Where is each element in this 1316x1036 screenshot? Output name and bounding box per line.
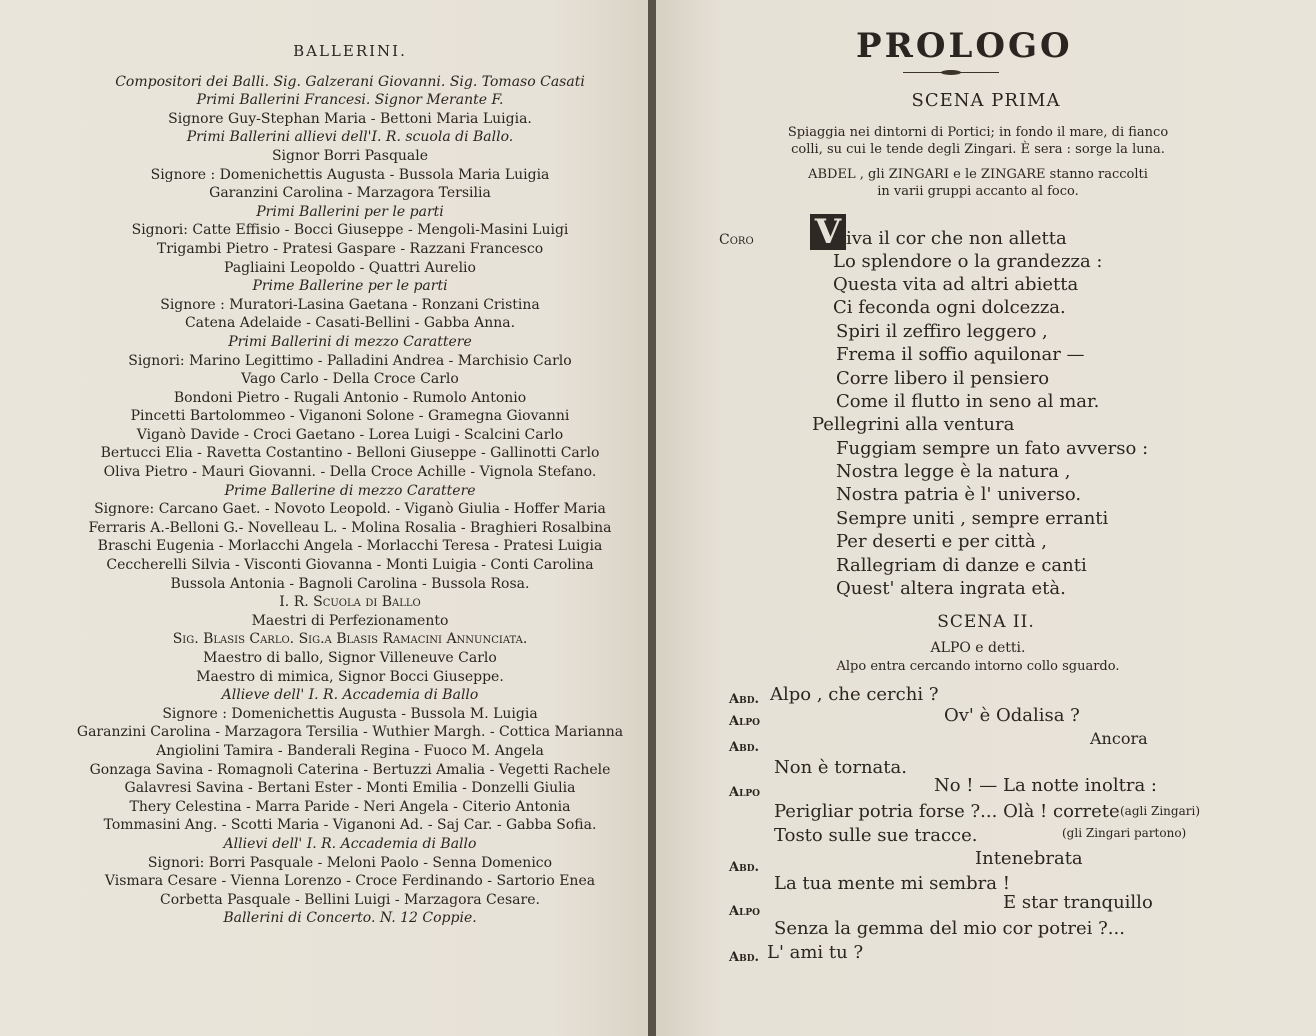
verse-line: Nostra legge è la natura , xyxy=(836,461,1071,482)
dialogue-line: Ancora xyxy=(1090,729,1148,748)
ballerini-line: Ballerini di Concerto. N. 12 Coppie. xyxy=(223,910,477,927)
dialogue-line: Ov' è Odalisa ? xyxy=(944,705,1080,726)
speaker-alpo: Alpo xyxy=(729,714,761,729)
ballerini-line: Thery Celestina - Marra Paride - Neri Angela - Citerio Antonia xyxy=(129,798,571,815)
dialogue-line: Senza la gemma del mio cor potrei ?... xyxy=(774,918,1125,939)
ballerini-line: Braschi Eugenia - Morlacchi Angela - Morlacchi Teresa - Pratesi Luigia xyxy=(97,538,603,555)
verse-line: Questa vita ad altri abietta xyxy=(833,274,1079,295)
dialogue-line: Alpo , che cerchi ? xyxy=(770,684,939,705)
ballerini-line: Sig. Blasis Carlo. Sig.a Blasis Ramacini Annunciata. xyxy=(172,631,528,648)
ballerini-line: Bondoni Pietro - Rugali Antonio - Rumolo Antonio xyxy=(173,389,527,406)
dialogue-line: Non è tornata. xyxy=(774,757,907,778)
scena-ii-heading: SCENA II. xyxy=(937,612,1035,632)
prologo-title: PROLOGO xyxy=(856,26,1073,66)
ballerini-line: Tommasini Ang. - Scotti Maria - Viganoni Ad. - Saj Car. - Gabba Sofia. xyxy=(103,817,597,834)
speaker-abd: Abd. xyxy=(729,740,760,755)
dialogue-line: Tosto sulle sue tracce. xyxy=(774,825,978,846)
stage-direction-line: colli, su cui le tende degli Zingari. È sera : sorge la luna. xyxy=(791,142,1165,157)
ballerini-line: Signori: Catte Effisio - Bocci Giuseppe - Mengoli-Masini Luigi xyxy=(131,222,569,239)
ballerini-line: Corbetta Pasquale - Bellini Luigi - Marzagora Cesare. xyxy=(160,891,540,908)
verse-line: Per deserti e per città , xyxy=(836,531,1048,552)
stage-aside: (gli Zingari partono) xyxy=(1062,826,1187,840)
ballerini-line: Pagliaini Leopoldo - Quattri Aurelio xyxy=(224,259,476,276)
ballerini-line: Signore: Carcano Gaet. - Novoto Leopold. - Viganò Giulia - Hoffer Maria xyxy=(94,501,606,518)
stage-direction-line: ABDEL , gli ZINGARI e le ZINGARE stanno raccolti xyxy=(808,167,1148,182)
drop-cap-initial: V xyxy=(810,214,846,250)
ballerini-line: Viganò Davide - Croci Gaetano - Lorea Luigi - Scalcini Carlo xyxy=(136,426,564,443)
ballerini-line: Bussola Antonia - Bagnoli Carolina - Bussola Rosa. xyxy=(170,575,530,592)
verse-line: Pellegrini alla ventura xyxy=(812,414,1015,435)
ballerini-line: Vago Carlo - Della Croce Carlo xyxy=(241,371,459,388)
verse-line: Ci feconda ogni dolcezza. xyxy=(833,297,1066,318)
ballerini-line: Trigambi Pietro - Pratesi Gaspare - Razzani Francesco xyxy=(156,240,544,257)
ballerini-line: Signore : Domenichettis Augusta - Bussola Maria Luigia xyxy=(150,166,550,183)
ballerini-line: Oliva Pietro - Mauri Giovanni. - Della Croce Achille - Vignola Stefano. xyxy=(103,464,597,481)
verse-line: Corre libero il pensiero xyxy=(836,368,1050,389)
ballerini-line: Compositori dei Balli. Sig. Galzerani Giovanni. Sig. Tomaso Casati xyxy=(115,73,585,90)
scena-ii-cast: ALPO e detti. xyxy=(930,640,1026,656)
verse-line: Come il flutto in seno al mar. xyxy=(836,391,1100,412)
ballerini-line: Catena Adelaide - Casati-Bellini - Gabba Anna. xyxy=(184,315,516,332)
speaker-abd: Abd. xyxy=(729,860,760,875)
dialogue-line: La tua mente mi sembra ! xyxy=(774,873,1010,894)
stage-direction-setting xyxy=(700,124,1256,158)
ballerini-line: Pincetti Bartolommeo - Viganoni Solone - Gramegna Giovanni xyxy=(130,408,570,425)
ballerini-lines xyxy=(72,73,628,928)
stage-aside: (agli Zingari) xyxy=(1120,804,1201,818)
verse-line: iva il cor che non alletta xyxy=(846,228,1067,249)
ballerini-title: BALLERINI. xyxy=(293,42,407,60)
ballerini-line: Primi Ballerini Francesi. Signor Merante F. xyxy=(196,92,504,109)
ballerini-line: Garanzini Carolina - Marzagora Tersilia xyxy=(209,185,491,202)
ballerini-line: Angiolini Tamira - Banderali Regina - Fuoco M. Angela xyxy=(156,742,544,759)
speaker-alpo: Alpo xyxy=(729,904,761,919)
ballerini-line: Vismara Cesare - Vienna Lorenzo - Croce Ferdinando - Sartorio Enea xyxy=(104,873,596,890)
speaker-abd: Abd. xyxy=(729,692,760,707)
left-page xyxy=(0,0,650,1036)
ballerini-line: Primi Ballerini allievi dell'I. R. scuola di Ballo. xyxy=(186,129,514,146)
scena-ii-direction: Alpo entra cercando intorno collo sguardo. xyxy=(836,659,1120,674)
dialogue-line: Perigliar potria forse ?... Olà ! correte xyxy=(774,801,1120,822)
verse-line: Rallegriam di danze e canti xyxy=(836,555,1087,576)
ballerini-line: Garanzini Carolina - Marzagora Tersilia - Wuthier Margh. - Cottica Marianna xyxy=(76,724,624,741)
ballerini-line: Galavresi Savina - Bertani Ester - Monti Emilia - Donzelli Giulia xyxy=(124,780,576,797)
speaker-abd: Abd. xyxy=(729,950,760,965)
ballerini-list xyxy=(72,42,628,928)
ballerini-line: Signori: Marino Legittimo - Palladini Andrea - Marchisio Carlo xyxy=(128,352,572,369)
verse-line: Fuggiam sempre un fato avverso : xyxy=(836,438,1149,459)
verse-line: Frema il soffio aquilonar — xyxy=(836,344,1085,365)
ballerini-line: Maestro di ballo, Signor Villeneuve Carlo xyxy=(203,650,497,666)
ballerini-line: I. R. Scuola di Ballo xyxy=(279,594,421,611)
ballerini-line: Allievi dell' I. R. Accademia di Ballo xyxy=(223,835,477,852)
stage-direction-line: Spiaggia nei dintorni di Portici; in fondo il mare, di fianco xyxy=(787,125,1169,140)
ballerini-line: Signore : Domenichettis Augusta - Bussola M. Luigia xyxy=(162,705,538,722)
ballerini-line: Maestro di mimica, Signor Bocci Giuseppe. xyxy=(196,668,504,685)
dialogue-line: L' ami tu ? xyxy=(767,942,864,963)
ballerini-line: Allieve dell' I. R. Accademia di Ballo xyxy=(221,687,479,704)
verse-line: Sempre uniti , sempre erranti xyxy=(836,508,1109,529)
title-ornament xyxy=(903,72,999,76)
dialogue-line: Intenebrata xyxy=(975,848,1083,869)
verse-line: Spiri il zeffiro leggero , xyxy=(836,321,1048,342)
ballerini-line: Prime Ballerine di mezzo Carattere xyxy=(224,482,476,499)
verse-line: Quest' altera ingrata età. xyxy=(836,578,1066,599)
stage-direction-line: in varii gruppi accanto al foco. xyxy=(877,184,1079,199)
ballerini-line: Bertucci Elia - Ravetta Costantino - Belloni Giuseppe - Gallinotti Carlo xyxy=(100,445,600,462)
speaker-alpo: Alpo xyxy=(729,785,761,800)
ballerini-line: Gonzaga Savina - Romagnoli Caterina - Bertuzzi Amalia - Vegetti Rachele xyxy=(89,761,611,778)
ballerini-line: Prime Ballerine per le parti xyxy=(252,278,448,295)
ballerini-line: Maestri di Perfezionamento xyxy=(251,612,449,629)
ballerini-line: Signore Guy-Stephan Maria - Bettoni Maria Luigia. xyxy=(168,110,532,127)
dialogue-line: No ! — La notte inoltra : xyxy=(934,775,1157,796)
verse-line: Nostra patria è l' universo. xyxy=(836,484,1082,505)
ballerini-line: Primi Ballerini di mezzo Carattere xyxy=(228,333,472,350)
ballerini-line: Signor Borri Pasquale xyxy=(271,147,429,164)
ballerini-line: Signore : Muratori-Lasina Gaetana - Ronzani Cristina xyxy=(160,296,540,313)
coro-speaker: Coro xyxy=(719,232,754,248)
scena-prima-heading: SCENA PRIMA xyxy=(911,90,1061,111)
ballerini-line: Ceccherelli Silvia - Visconti Giovanna - Monti Luigia - Conti Carolina xyxy=(106,557,594,574)
ballerini-line: Signori: Borri Pasquale - Meloni Paolo - Senna Domenico xyxy=(147,854,553,871)
ballerini-line: Primi Ballerini per le parti xyxy=(256,203,444,220)
stage-direction-cast xyxy=(740,166,1216,200)
ballerini-line: Ferraris A.-Belloni G.- Novelleau L. - Molina Rosalia - Braghieri Rosalbina xyxy=(88,519,612,536)
dialogue-line: E star tranquillo xyxy=(1003,892,1153,913)
verse-line: Lo splendore o la grandezza : xyxy=(833,251,1103,272)
